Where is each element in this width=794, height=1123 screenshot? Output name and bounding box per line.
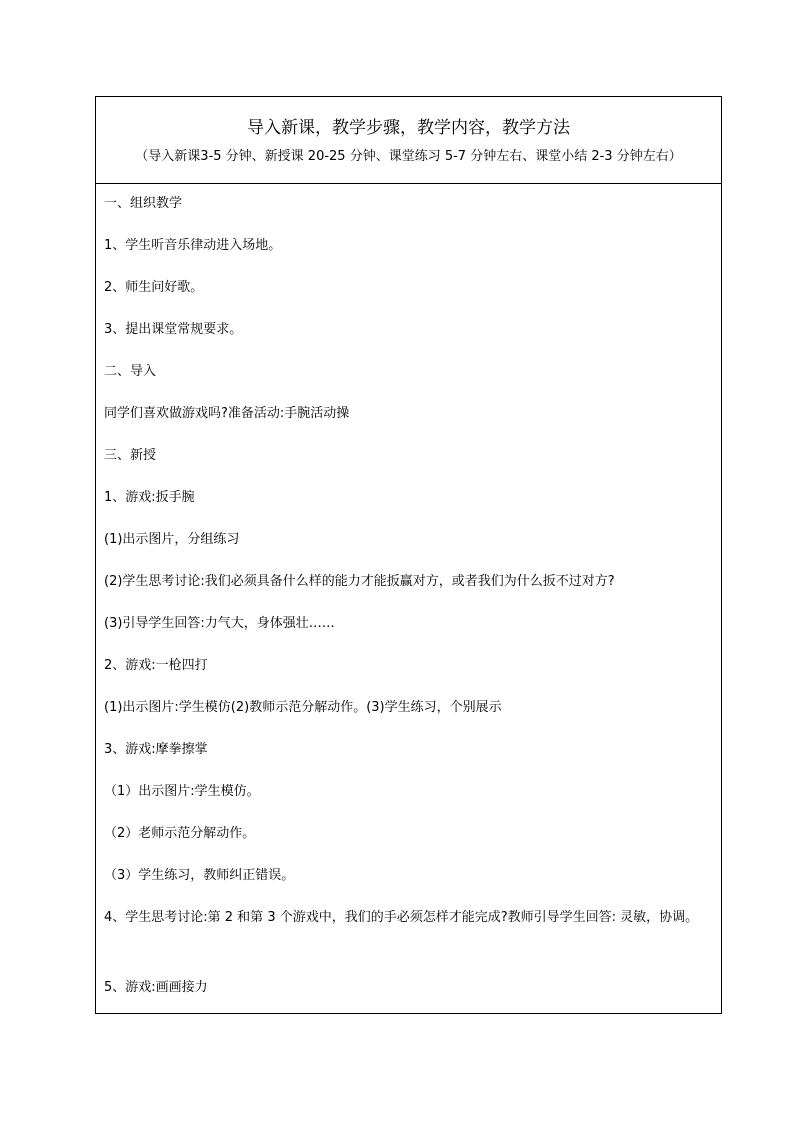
section-heading-intro: 二、导入 <box>104 364 157 379</box>
content-line: 1、游戏:扳手腕 <box>104 490 195 505</box>
content-line: 同学们喜欢做游戏吗?准备活动:手腕活动操 <box>104 406 350 421</box>
content-line: 2、游戏:一枪四打 <box>104 658 208 673</box>
content-line: 3、提出课堂常规要求。 <box>104 322 243 337</box>
content-line: 3、游戏:摩拳擦掌 <box>104 742 208 757</box>
content-line: （3）学生练习，教师纠正错误。 <box>104 868 295 883</box>
content-line: （1）出示图片:学生模仿。 <box>104 784 260 799</box>
table-body-cell <box>96 184 721 1014</box>
content-line: 1、学生听音乐律动进入场地。 <box>104 238 282 253</box>
content-line: (2)学生思考讨论:我们必须具备什么样的能力才能扳赢对方，或者我们为什么扳不过对方? <box>104 574 615 589</box>
table-title: 导入新课，教学步骤，教学内容，教学方法 <box>247 118 570 138</box>
table-header-cell <box>96 97 721 184</box>
content-line: (1)出示图片，分组练习 <box>104 532 240 547</box>
content-line: (1)出示图片:学生模仿(2)教师示范分解动作。(3)学生练习，个别展示 <box>104 700 502 715</box>
content-line: 4、学生思考讨论:第 2 和第 3 个游戏中，我们的手必须怎样才能完成?教师引导学生回答: 灵敏，协调。 <box>104 910 699 925</box>
content-line: (3)引导学生回答:力气大，身体强壮…… <box>104 616 335 631</box>
content-line: （2）老师示范分解动作。 <box>104 826 256 841</box>
content-line: 2、师生问好歌。 <box>104 280 204 295</box>
content-line: 5、游戏:画画接力 <box>104 980 208 995</box>
section-heading-new: 三、新授 <box>104 448 157 463</box>
lesson-plan-table <box>95 96 722 1014</box>
table-subtitle: （导入新课3-5 分钟、新授课 20-25 分钟、课堂练习 5-7 分钟左右、课堂小结 2-3 分钟左右） <box>135 149 682 164</box>
section-heading-organize: 一、组织教学 <box>104 196 183 211</box>
